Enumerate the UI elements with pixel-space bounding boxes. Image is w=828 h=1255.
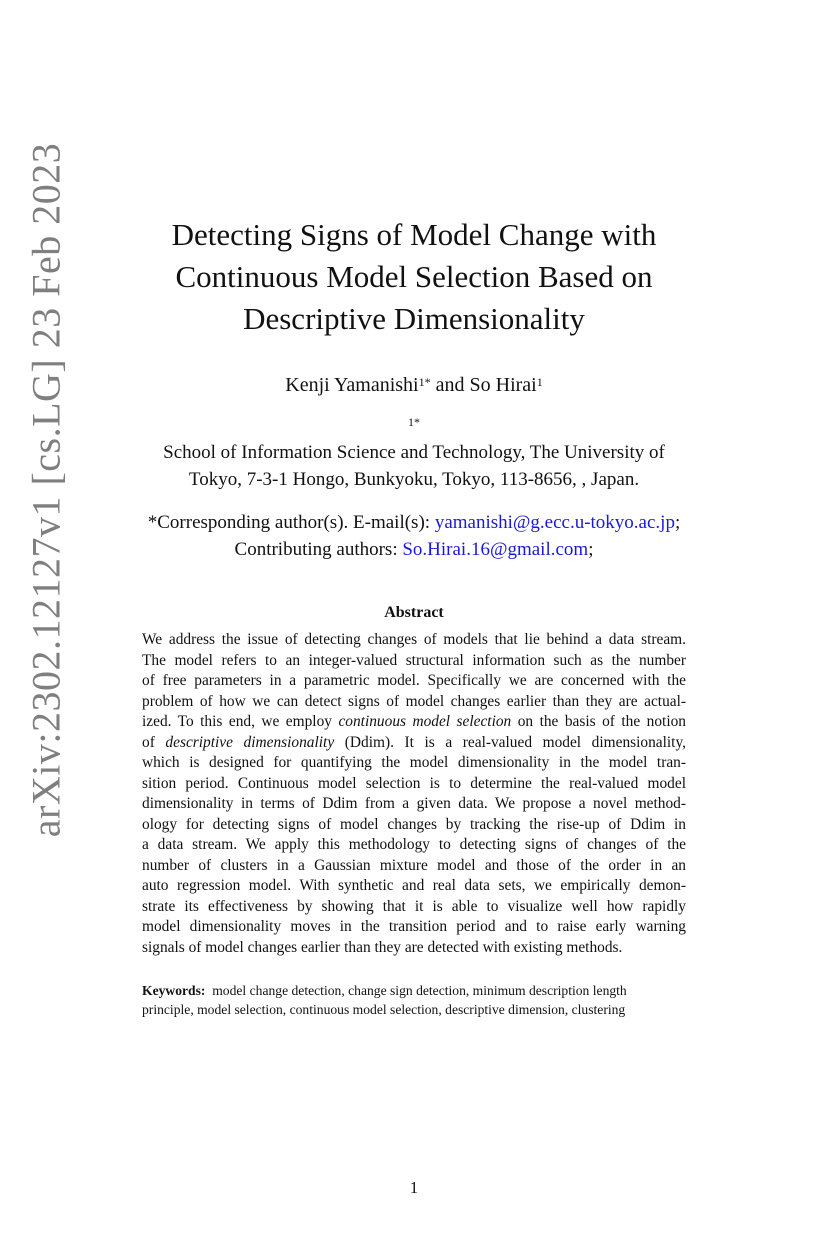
title-line-3: Descriptive Dimensionality: [243, 301, 585, 336]
abstract-text: ized. To this end, we employ: [142, 713, 339, 730]
paper-title: [100, 214, 728, 340]
abstract-line: We address the issue of detecting changes of models that lie behind a data stream.: [142, 631, 686, 648]
affiliation-line-2: Tokyo, 7-3-1 Hongo, Bunkyoku, Tokyo, 113-8656, , Japan.: [188, 469, 640, 490]
corresponding-end: ;: [674, 512, 681, 533]
abstract-line: sition period. Continuous model selection is to determine the real-valued model: [142, 774, 686, 792]
affiliation-mark: 1*: [408, 415, 420, 429]
contributing-email-link[interactable]: So.Hirai.16@gmail.com: [402, 539, 589, 560]
abstract-text: (Ddim). It is a real-valued model dimensionality,: [334, 733, 686, 751]
author-connector: and: [430, 374, 470, 396]
page-number: 1: [409, 1178, 419, 1197]
title-line-1: Detecting Signs of Model Change with: [171, 217, 657, 252]
abstract-line: [142, 733, 686, 754]
emphasis-continuous-model-selection: continuous model selection: [338, 713, 512, 730]
abstract-heading: Abstract: [384, 604, 444, 621]
author-1-affiliation-mark: 1*: [418, 375, 431, 389]
affiliation: [110, 412, 718, 493]
abstract-line: signals of model changes earlier than they are detected with existing methods.: [142, 938, 623, 956]
contributing-label: Contributing authors:: [234, 539, 403, 560]
correspondence-block: [100, 509, 728, 563]
keywords-line-2: principle, model selection, continuous model selection, descriptive dimension, clustering: [142, 1002, 626, 1017]
abstract-body: [142, 630, 686, 958]
abstract-line: ology for detecting signs of model changes by tracking the rise-up of Ddim in: [142, 815, 686, 833]
corresponding-email-link[interactable]: yamanishi@g.ecc.u-tokyo.ac.jp: [434, 512, 675, 533]
abstract-line: dimensionality in terms of Ddim from a given data. We propose a novel method-: [142, 795, 686, 812]
abstract-line: The model refers to an integer-valued structural information such as the number: [142, 651, 686, 669]
abstract-line: model dimensionality moves in the transition period and to raise early warning: [142, 918, 686, 935]
keywords-label: Keywords:: [142, 983, 206, 998]
author-2-affiliation-mark: 1: [536, 375, 543, 389]
arxiv-identifier-stamp: arXiv:2302.12127v1 [cs.LG] 23 Feb 2023: [23, 142, 69, 838]
abstract-line: number of clusters in a Gaussian mixture model and those of the order in an: [142, 856, 686, 874]
keywords-line-1: [142, 981, 686, 1000]
contributing-authors-line: [100, 536, 728, 563]
abstract-text: of: [142, 733, 166, 751]
abstract-line: of free parameters in a parametric model. Specifically we are concerned with the: [142, 672, 686, 689]
corresponding-label: *Corresponding author(s). E-mail(s):: [147, 512, 435, 533]
abstract-line: strate its effectiveness by showing that it is able to visualize well how rapidly: [142, 897, 686, 915]
abstract-line: [142, 712, 686, 733]
emphasis-descriptive-dimensionality: descriptive dimensionality: [165, 733, 335, 751]
author-name-2: So Hirai: [469, 374, 537, 396]
affiliation-line-1: [110, 412, 718, 466]
contributing-end: ;: [588, 539, 594, 560]
keywords-text-1: model change detection, change sign detection, minimum description length: [205, 983, 627, 998]
title-line-2: Continuous Model Selection Based on: [175, 259, 653, 294]
abstract-text: on the basis of the notion: [511, 713, 686, 730]
author-name-1: Kenji Yamanishi: [285, 374, 419, 396]
keywords-block: [142, 981, 686, 1019]
abstract-line: auto regression model. With synthetic and real data sets, we empirically demon-: [142, 877, 686, 894]
abstract-line: a data stream. We apply this methodology to detecting signs of changes of the: [142, 836, 686, 853]
author-list: [100, 372, 728, 398]
abstract-line: problem of how we can detect signs of model changes earlier than they are actual-: [142, 692, 686, 710]
affiliation-text-1: School of Information Science and Technology, The University of: [163, 442, 665, 463]
abstract-line: which is designed for quantifying the model dimensionality in the model tran-: [142, 754, 686, 771]
corresponding-author-line: [100, 509, 728, 536]
